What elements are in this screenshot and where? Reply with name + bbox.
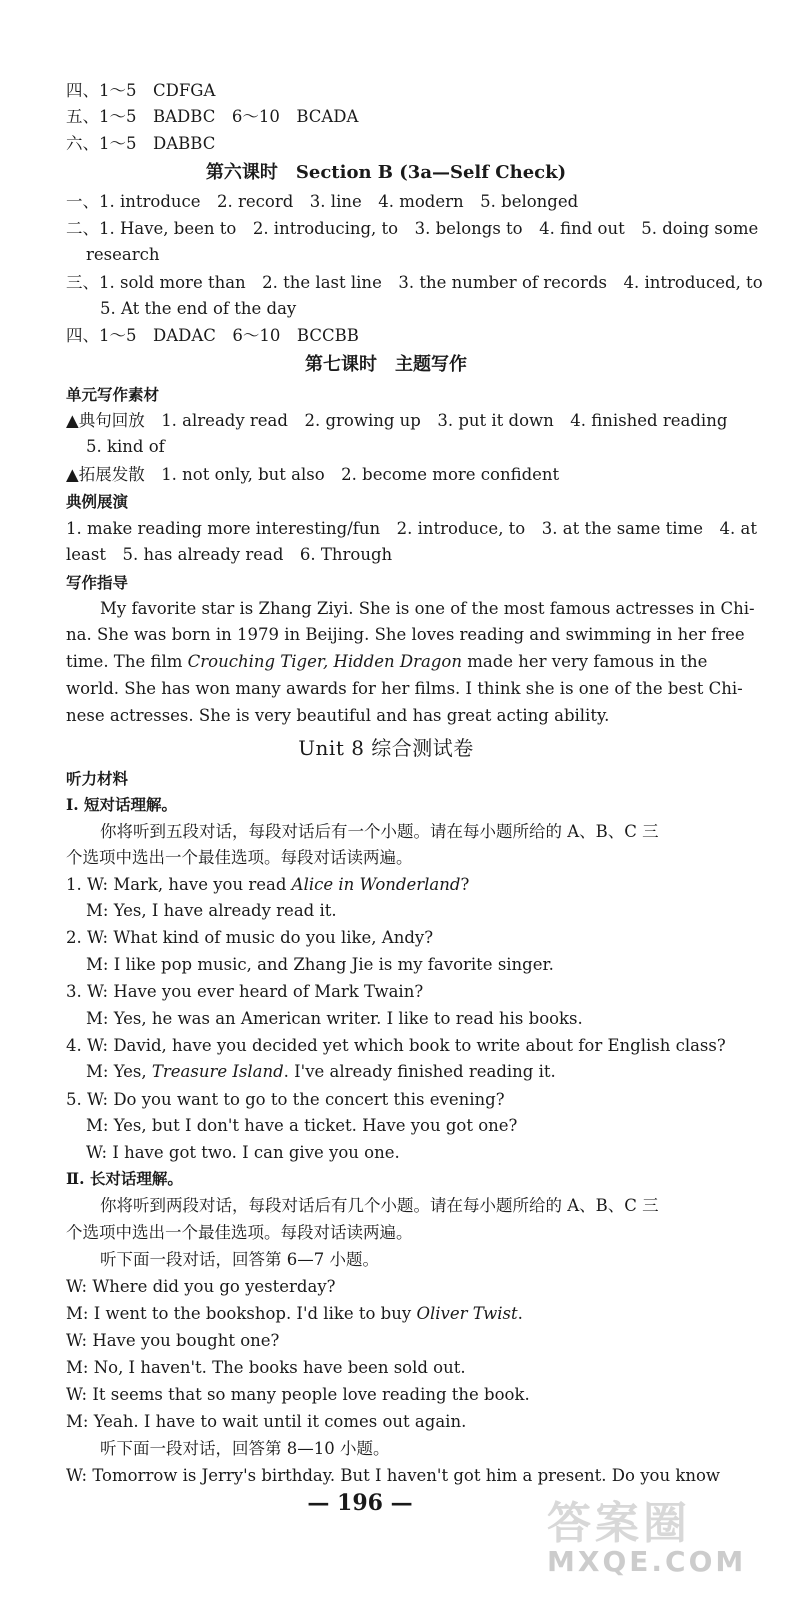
text-line: 第六课时 Section B (3a—Self Check) [205,162,567,183]
text-line: Ⅰ. 短对话理解。 [66,795,178,814]
text-line: W: Tomorrow is Jerry's birthday. But I haven't got him a present. Do you know [66,1466,720,1485]
text-line: W: Where did you go yesterday? [66,1277,336,1296]
italic-title: Treasure Island [151,1062,284,1081]
text-line: 听下面一段对话，回答第 6—7 小题。 [100,1250,379,1269]
text-line: 听力材料 [66,769,129,788]
text-line: nese actresses. She is very beautiful and has great acting ability. [66,706,610,725]
text-line: 三、1. sold more than 2. the last line 3. the number of records 4. introduced, to [66,273,763,292]
text-line: 单元写作素材 [66,385,160,404]
page-number: — 196 — [307,1490,413,1516]
text-line: W: It seems that so many people love reading the book. [66,1385,530,1404]
text-line: 你将听到五段对话，每段对话后有一个小题。请在每小题所给的 A、B、C 三 [100,822,659,841]
text-line: 5. kind of [86,437,165,456]
text-line: na. She was born in 1979 in Beijing. She loves reading and swimming in her free [66,625,745,644]
watermark-bottom-text: MXQE.COM [547,1545,747,1578]
text-segment: ? [460,875,470,894]
text-line: M: Yes, but I don't have a ticket. Have you got one? [86,1116,518,1135]
italic-title: Oliver Twist [416,1304,518,1323]
text-line: M: Yes, he was an American writer. I like to read his books. [86,1009,583,1028]
text-line [66,1301,523,1327]
watermark-top-text: 答案圈 [547,1498,691,1549]
text-line: 5. W: Do you want to go to the concert this evening? [66,1090,505,1109]
text-line: 个选项中选出一个最佳选项。每段对话读两遍。 [66,1223,413,1242]
text-line: 六、1～5 DABBC [66,134,216,153]
text-line: ▲典句回放 1. already read 2. growing up 3. put it down 4. finished reading [66,411,728,430]
text-line: 四、1～5 CDFGA [66,81,216,100]
text-line: 你将听到两段对话，每段对话后有几个小题。请在每小题所给的 A、B、C 三 [100,1196,659,1215]
text-line: 一、1. introduce 2. record 3. line 4. modern 5. belonged [66,192,579,211]
text-line: 二、1. Have, been to 2. introducing, to 3. belongs to 4. find out 5. doing some [66,219,759,238]
text-segment: . [517,1304,523,1323]
text-segment: made her very famous in the [461,652,708,671]
text-segment: . I've already finished reading it. [283,1062,556,1081]
italic-title: Crouching Tiger, Hidden Dragon [187,652,462,671]
text-line: 3. W: Have you ever heard of Mark Twain? [66,982,424,1001]
text-line: 1. make reading more interesting/fun 2. introduce, to 3. at the same time 4. at [66,519,757,538]
text-line: 四、1～5 DADAC 6～10 BCCBB [66,326,359,345]
text-line: ▲拓展发散 1. not only, but also 2. become more confident [66,465,560,484]
text-line [86,1059,556,1085]
text-line: least 5. has already read 6. Through [66,545,393,564]
watermark-logo [547,1487,777,1582]
text-line: M: No, I haven't. The books have been sold out. [66,1358,466,1377]
text-line: W: Have you bought one? [66,1331,280,1350]
text-line: W: I have got two. I can give you one. [86,1143,400,1162]
italic-title: Alice in Wonderland [291,875,461,894]
text-line: research [86,245,160,264]
text-line: My favorite star is Zhang Ziyi. She is one of the most famous actresses in Chi- [100,599,755,618]
text-line: 听下面一段对话，回答第 8—10 小题。 [100,1439,390,1458]
text-line: M: I like pop music, and Zhang Jie is my favorite singer. [86,955,554,974]
text-segment: M: Yes, [86,1062,152,1081]
text-line: world. She has won many awards for her films. I think she is one of the best Chi- [66,679,743,698]
text-line: 5. At the end of the day [100,299,297,318]
text-line [66,872,469,898]
text-segment: 1. W: Mark, have you read [66,875,292,894]
text-segment: time. The film [66,652,188,671]
text-line: 2. W: What kind of music do you like, Andy? [66,928,434,947]
text-line: 第七课时 主题写作 [305,354,467,375]
text-line: 个选项中选出一个最佳选项。每段对话读两遍。 [66,848,413,867]
text-line: Ⅱ. 长对话理解。 [66,1169,183,1188]
text-line: Unit 8 综合测试卷 [298,736,474,760]
text-segment: M: I went to the bookshop. I'd like to buy [66,1304,417,1323]
text-line: 五、1～5 BADBC 6～10 BCADA [66,107,359,126]
text-line: M: Yeah. I have to wait until it comes out again. [66,1412,467,1431]
text-line: M: Yes, I have already read it. [86,901,337,920]
text-line [66,649,707,675]
text-line: 典例展演 [66,492,129,511]
text-line: 4. W: David, have you decided yet which book to write about for English class? [66,1036,726,1055]
text-line: 写作指导 [66,573,129,592]
